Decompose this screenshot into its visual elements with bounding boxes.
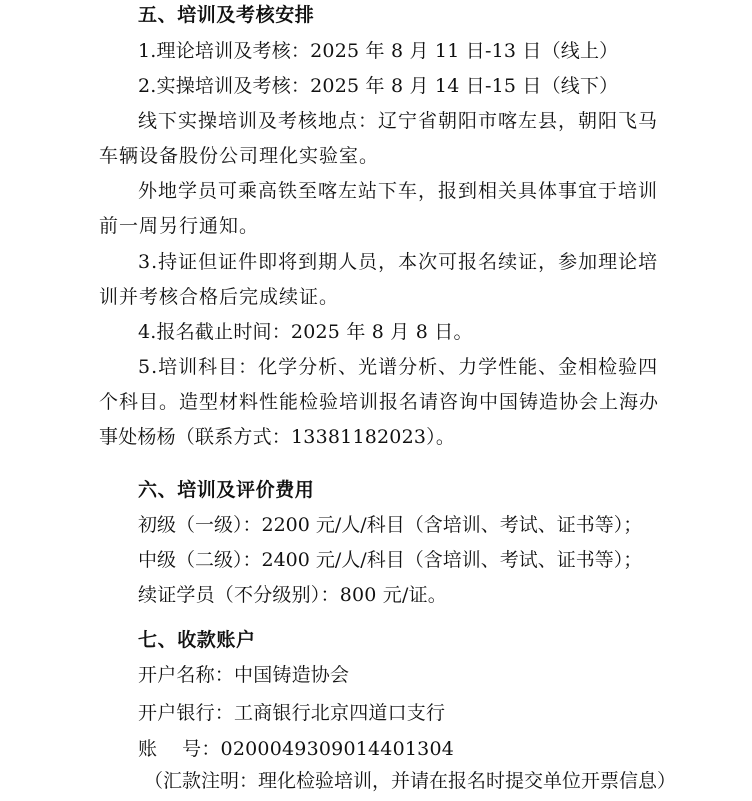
section-5-item-3-line-2: 训并考核合格后完成续证。 [99, 286, 340, 308]
section-5-item-5-line-3: 事处杨杨（联系方式：13381182023）。 [99, 426, 456, 448]
section-5-item-4: 4.报名截止时间：2025 年 8 月 8 日。 [138, 321, 473, 343]
fee-level-1: 初级（一级）：2200 元/人/科目（含培训、考试、证书等）； [138, 514, 643, 536]
section-5-item-2: 2.实操培训及考核：2025 年 8 月 14 日-15 日（线下） [138, 75, 619, 97]
account-number: 账 号：0200049309014401304 [138, 738, 455, 760]
remittance-note: （汇款注明：理化检验培训，并请在报名时提交单位开票信息） [144, 770, 677, 792]
section-6-heading: 六、培训及评价费用 [138, 479, 315, 501]
bank-name: 开户银行：工商银行北京四道口支行 [138, 702, 446, 724]
training-location-line-2: 车辆设备股份公司理化实验室。 [99, 145, 380, 167]
section-5-heading: 五、培训及考核安排 [138, 4, 315, 26]
fee-renewal: 续证学员（不分级别）：800 元/证。 [138, 584, 448, 606]
section-5-item-1: 1.理论培训及考核：2025 年 8 月 11 日-13 日（线上） [138, 40, 619, 62]
fee-level-2: 中级（二级）：2400 元/人/科目（含培训、考试、证书等）； [138, 549, 643, 571]
training-location-line-1: 线下实操培训及考核地点：辽宁省朝阳市喀左县，朝阳飞马 [138, 110, 659, 132]
travel-note-line-2: 前一周另行通知。 [99, 215, 260, 237]
account-name: 开户名称：中国铸造协会 [138, 664, 350, 686]
travel-note-line-1: 外地学员可乘高铁至喀左站下车，报到相关具体事宜于培训 [138, 180, 659, 202]
section-7-heading: 七、收款账户 [138, 629, 256, 651]
section-5-item-5-line-2: 个科目。造型材料性能检验培训报名请咨询中国铸造协会上海办 [99, 391, 660, 413]
section-5-item-5-line-1: 5.培训科目：化学分析、光谱分析、力学性能、金相检验四 [138, 356, 659, 378]
section-5-item-3-line-1: 3.持证但证件即将到期人员，本次可报名续证，参加理论培 [138, 251, 659, 273]
